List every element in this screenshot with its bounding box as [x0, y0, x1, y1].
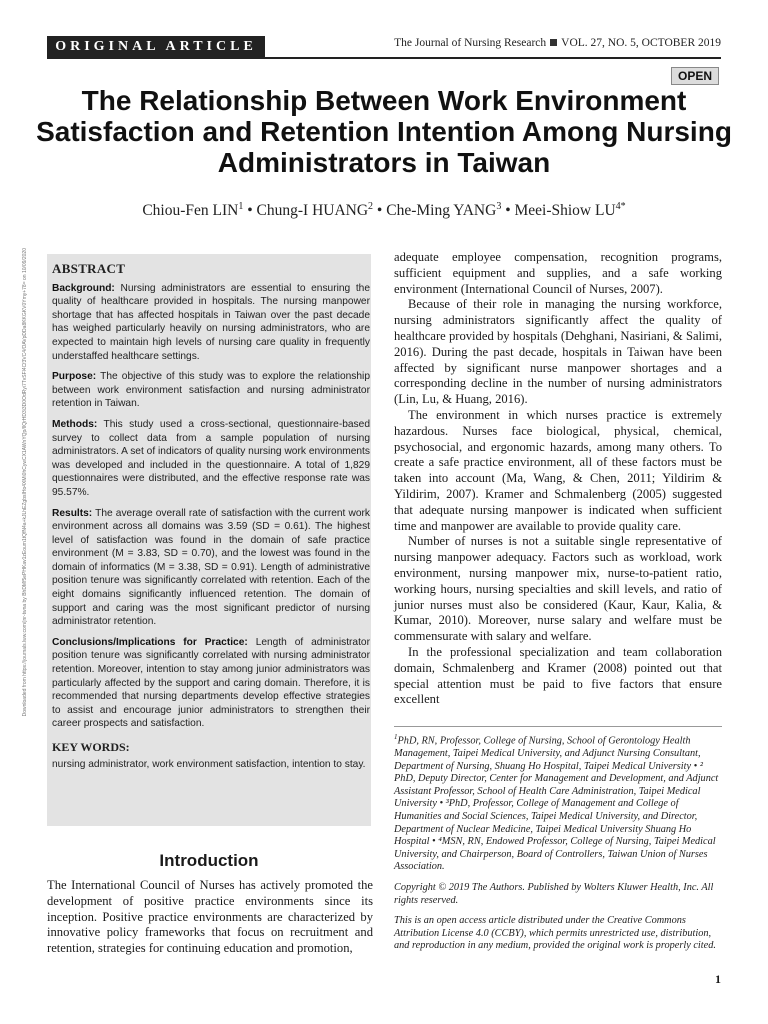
affiliations-footnote — [394, 731, 722, 874]
keywords: nursing administrator, work environment satisfaction, intention to stay. — [52, 758, 366, 770]
download-watermark — [22, 248, 32, 808]
abstract-text: The average overall rate of satisfaction with the current work environment across all domains was 3.59 (SD = 0.61). The highest level of satisfaction was found in the domain of safe practice environment (M = 3.83, SD = 0.70), and the lowest was found in the domain of informatics (M = 3.38, SD = 0.91). Length of administrative position tenure was significantly correlated with retention. Each of the eight domains significantly influenced retention. The domain of support and caring was the most significant predictor of nursing administrator retention. — [52, 507, 370, 628]
square-bullet-icon — [550, 39, 557, 46]
abstract-label: Methods: — [52, 418, 98, 430]
author-name: Chiou-Fen LIN — [142, 202, 239, 220]
right-column-body — [394, 250, 722, 708]
abstract-background — [52, 282, 370, 364]
journal-info — [394, 37, 721, 49]
affiliations-text: PhD, RN, Professor, College of Nursing, School of Gerontology Health Management, Taipei Medical University, and Adjunct Nursing Consultant, Department of Nursing, Shuang Ho Hospital, Taipei Medical University • ² PhD, Deputy Director, Center for Management and Development, and Adjunct Assistant Professor, School of Health Care Administration, Taipei Medical University • ³PhD, Professor, College of Management and College of Humanities and Social Sciences, Taipei Medical University, and Director, Department of Nuclear Medicine, Taipei Medical University Shuang Ho Hospital • ⁴MSN, RN, Endowed Professor, College of Nursing, Taipei Medical University, and Chairperson, Board of Controllers, Taiwan Union of Nurses Association. — [394, 735, 719, 873]
keywords-heading: KEY WORDS: — [52, 740, 130, 754]
abstract-purpose — [52, 370, 370, 411]
abstract-text: Nursing administrators are essential to ensuring the quality of healthcare provided in hospitals. The nursing manpower shortage that has affected hospitals in Taiwan over the past decade has weighed particularly heavily on nursing administrators, who are expected to maintain high levels of nursing care quality in frequently understaffed healthcare settings. — [52, 282, 370, 362]
open-access-badge: OPEN — [671, 67, 719, 85]
download-watermark-text: Downloaded from https://journals.lww.com/jnr-twna by BhDMf5ePHKav1zEoum1tQfN4a+kJLhEZgbsIHo4XMi0hCywCX1AWnYQp/IlQrHD3i3D0OdRyi7TvSFl4Cf3VC4/OAVpDDa8KKGKV0Ymy+78= on 10/09/2020 — [22, 248, 28, 717]
paragraph: The environment in which nurses practice is extremely hazardous. Nurses face biological, physical, chemical, psychosocial, and ergonomic hazards, among many others. To create a safe practice environment, all of these factors must be taken into account (Ma, Wang, & Chen, 2011; Yildirim & Yildirim, 2007). Kramer and Schmalenberg (2005) suggested that adequate nursing manpower is indicated when sufficient time and manpower are available to provide quality care. — [394, 407, 722, 533]
abstract-label: Purpose: — [52, 371, 97, 383]
author-list: Chiou-Fen LIN$^1$ • Chung-I HUANG$^2$ • Che-Ming YANG$^3$ • Meei-Shiow $LU^{4*}$ — [142, 201, 626, 220]
abstract-label: Conclusions/Implications for Practice: — [52, 636, 248, 648]
footnote-rule — [394, 726, 722, 727]
author-name: Chung-I HUANG — [256, 202, 369, 220]
abstract — [52, 262, 370, 771]
page-number: 1 — [715, 972, 721, 986]
journal-issue: VOL. 27, NO. 5, OCTOBER 2019 — [561, 37, 721, 49]
abstract-text: The objective of this study was to explore the relationship between work environment satisfaction and nursing administrator retention in Taiwan. — [52, 371, 370, 410]
author-affiliation-mark: 1 — [238, 201, 244, 212]
journal-name: The Journal of Nursing Research — [394, 37, 547, 49]
paragraph: Number of nurses is not a suitable single representative of nursing manpower adequacy. Factors such as workload, work environment, nursing manpower mix, nurse-to-patient ratio, working hours, nursing specialties and skill levels, and ratio of junior nurses must also be considered (Kaur, Kaur, Kalia, & Kumar, 2010). Moreover, nurse salary and welfare must be commensurate with salary and welfare. — [394, 534, 722, 644]
author-name: Che-Ming YANG — [386, 202, 497, 220]
author-affiliation-mark: 2 — [368, 201, 374, 212]
abstract-results — [52, 507, 370, 629]
author-affiliation-mark: 3 — [496, 201, 502, 212]
copyright-notice: Copyright © 2019 The Authors. Published by Wolters Kluwer Health, Inc. All rights reserved. — [394, 881, 714, 906]
author-affiliation-mark: 4* — [615, 201, 626, 212]
article-title: The Relationship Between Work Environment Satisfaction and Retention Intention Among Nursing Administrators in Taiwan — [36, 85, 732, 178]
abstract-heading: ABSTRACT — [52, 261, 126, 276]
paragraph: adequate employee compensation, recognition programs, sufficient equipment and supplies, and a safe working environment (International Council of Nurses, 2007). — [394, 250, 722, 296]
introduction-heading: Introduction — [159, 851, 259, 870]
paragraph: Because of their role in managing the nursing workforce, nursing administrators significantly affect the quality of healthcare provided by hospitals (Dehghani, Nasiriani, & Salimi, 2016). During the past decade, hospitals in Taiwan have been affected by significant nurse manpower shortages and a corresponding decline in the number of nursing administrators (Lin, Lu, & Huang, 2016). — [394, 297, 722, 407]
paragraph: In the professional specialization and team collaboration domain, Schmalenberg and Kramer (2008) pointed out that special attention must be paid to five factors that ensure excellent — [394, 644, 722, 707]
paragraph: The International Council of Nurses has actively promoted the development of positive practice environments since its inception. Positive practice environments are characterized by innovative policy frameworks that focus on recruitment and retention, strategies for continuing education and promotion, — [47, 878, 373, 956]
article-type-label: ORIGINAL ARTICLE — [47, 36, 265, 58]
abstract-text: Length of administrator position tenure was significantly correlated with nursing administrator retention. Moreover, intention to stay among junior administrators was particularly affected by the support and caring domain. Therefore, it is recommended that nursing departments develop effective strategies to assist and encourage junior administrators to strengthen their career prospects and satisfaction. — [52, 636, 370, 730]
abstract-label: Background: — [52, 282, 115, 294]
abstract-conclusions — [52, 636, 370, 731]
abstract-methods — [52, 418, 370, 500]
license-notice: This is an open access article distributed under the Creative Commons Attribution License 4.0 (CCBY), which permits unrestricted use, distribution, and reproduction in any medium, provided the original work is properly cited. — [394, 915, 716, 952]
header-rule — [47, 57, 721, 59]
introduction-text — [47, 878, 373, 957]
footnotes — [394, 731, 722, 961]
author-name: Meei-Shiow LU — [514, 202, 616, 220]
abstract-text: This study used a cross-sectional, questionnaire-based survey to collect data from a sample population of nursing administrators. A set of indicators of quality nursing work environments was developed and included in the questionnaire. A total of 1,829 questionnaires were distributed, and the effective response rate was 95.57%. — [52, 418, 370, 498]
abstract-label: Results: — [52, 507, 93, 519]
footnote-mark: 1 — [394, 733, 398, 741]
